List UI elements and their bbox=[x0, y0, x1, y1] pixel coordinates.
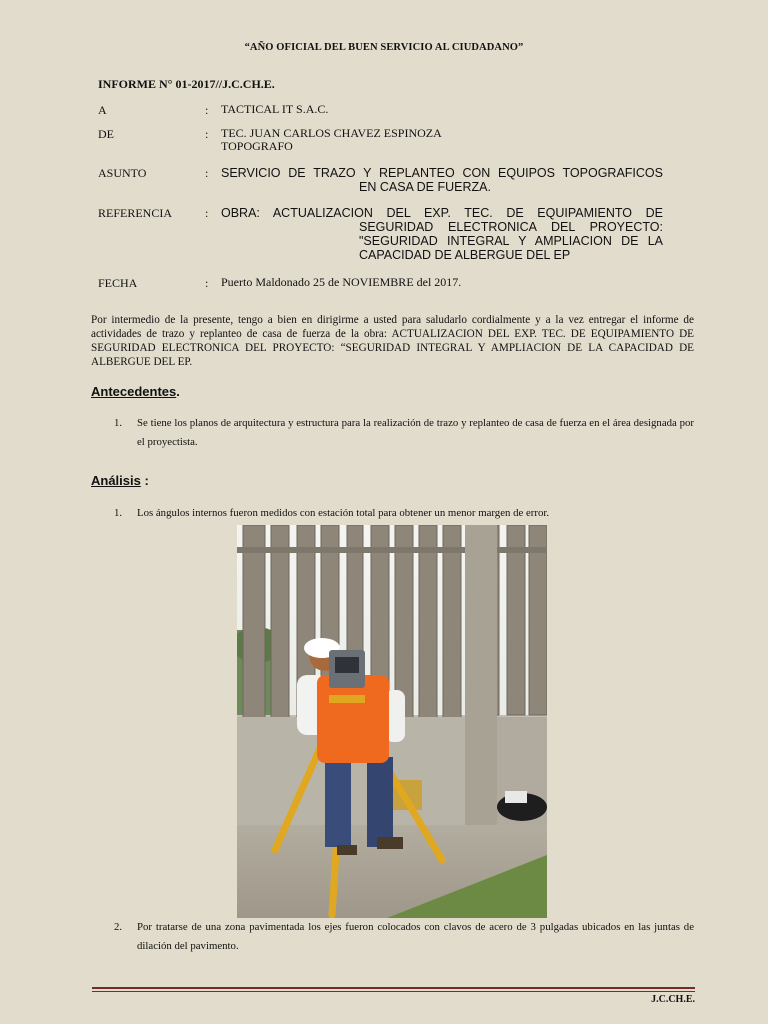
to-colon: : bbox=[205, 103, 209, 117]
list-item bbox=[114, 414, 694, 454]
from-colon: : bbox=[205, 127, 209, 141]
from-value bbox=[221, 127, 442, 153]
subject-line-2: EN CASA DE FUERZA. bbox=[359, 180, 491, 194]
date-label: FECHA bbox=[98, 276, 138, 290]
reference-line-1: OBRA: ACTUALIZACION DEL EXP. TEC. DE EQUIPAMIENTO DE bbox=[221, 206, 663, 220]
list-text: Por tratarse de una zona pavimentada los ejes fueron colocados con clavos de acero de 3 pulgadas ubicados en las juntas de dilación del pavimento. bbox=[137, 921, 694, 952]
list-number: 1. bbox=[114, 507, 123, 519]
footer-rule bbox=[92, 987, 695, 989]
subject-label: ASUNTO bbox=[98, 166, 147, 180]
antecedentes-heading: Antecedentes. bbox=[91, 384, 180, 399]
reference-line-3: "SEGURIDAD INTEGRAL Y AMPLIACION DE LA bbox=[359, 234, 663, 248]
report-number: INFORME N° 01-2017//J.C.CH.E. bbox=[98, 77, 275, 91]
reference-line-2: SEGURIDAD ELECTRONICA DEL PROYECTO: bbox=[359, 220, 663, 234]
to-label: A bbox=[98, 103, 107, 117]
intro-paragraph: Por intermedio de la presente, tengo a bien en dirigirme a usted para saludarlo cordialmente y a la vez entregar el informe de actividades de trazo y replanteo de casa de fuerza de la obra: ACTUALIZACION DEL EXP. TEC. DE EQUIPAMIENTO DE SEGURIDAD ELECTRONICA DEL PROYECTO: “SEGURIDAD INTEGRAL Y AMPLIACION DE LA CAPACIDAD DE ALBERGUE DEL EP. bbox=[91, 314, 694, 368]
list-text: Se tiene los planos de arquitectura y estructura para la realización de trazo y replanteo de casa de fuerza en el área designada por el proyectista. bbox=[137, 417, 694, 448]
reference-label: REFERENCIA bbox=[98, 206, 173, 220]
footer-initials: J.C.CH.E. bbox=[651, 994, 695, 1005]
list-number: 1. bbox=[114, 417, 123, 429]
list-item bbox=[114, 504, 694, 524]
survey-photo bbox=[237, 525, 547, 918]
list-text: Los ángulos internos fueron medidos con estación total para obtener un menor margen de error. bbox=[137, 507, 550, 519]
list-item bbox=[114, 918, 694, 958]
footer-rule-thin bbox=[92, 991, 695, 992]
from-name: TEC. JUAN CARLOS CHAVEZ ESPINOZA bbox=[221, 126, 442, 140]
to-value: TACTICAL IT S.A.C. bbox=[221, 102, 329, 116]
subject-value bbox=[221, 166, 663, 194]
reference-value bbox=[221, 206, 663, 262]
reference-colon: : bbox=[205, 206, 209, 220]
from-title: TOPOGRAFO bbox=[221, 139, 293, 153]
list-number: 2. bbox=[114, 921, 123, 933]
reference-line-4: CAPACIDAD DE ALBERGUE DEL EP bbox=[359, 248, 571, 262]
motto: “AÑO OFICIAL DEL BUEN SERVICIO AL CIUDADANO” bbox=[244, 42, 524, 53]
date-colon: : bbox=[205, 276, 209, 290]
subject-colon: : bbox=[205, 166, 209, 180]
analisis-heading: Análisis : bbox=[91, 473, 149, 488]
date-value: Puerto Maldonado 25 de NOVIEMBRE del 2017. bbox=[221, 275, 462, 289]
from-label: DE bbox=[98, 127, 114, 141]
subject-line-1: SERVICIO DE TRAZO Y REPLANTEO CON EQUIPOS TOPOGRAFICOS bbox=[221, 166, 663, 180]
